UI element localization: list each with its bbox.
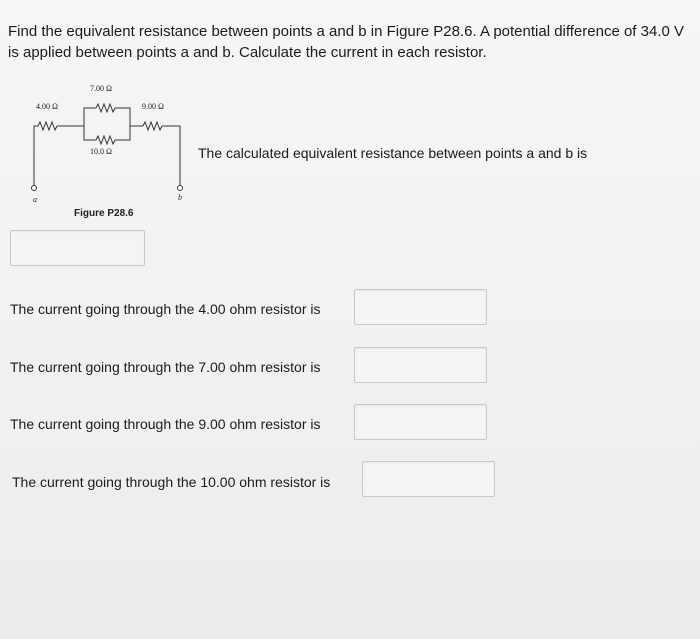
answer-equivalent-resistance-input[interactable] (10, 230, 145, 266)
answer-current-7-ohm-input[interactable] (354, 347, 487, 383)
wire-right (162, 126, 180, 185)
problem-statement: Find the equivalent resistance between points a and b in Figure P28.6. A potential difference of 34.0 V is applied between points a and b. Calculate the current in each resistor. (8, 23, 685, 61)
label-4-ohm: 4.00 Ω (36, 102, 58, 111)
answer-current-4-ohm-input[interactable] (354, 289, 487, 325)
label-point-b: b (178, 193, 182, 202)
circuit-diagram (26, 78, 196, 208)
circuit-figure (26, 78, 196, 228)
wire-lower-right (115, 126, 130, 140)
question-current-4-ohm: The current going through the 4.00 ohm resistor is (10, 301, 321, 317)
resistor-9-ohm (143, 122, 162, 130)
wire-upper-left (84, 108, 96, 126)
question-current-10-ohm: The current going through the 10.00 ohm resistor is (12, 474, 331, 490)
resistor-4-ohm (38, 122, 57, 130)
terminal-b (178, 186, 183, 191)
wire-lower-left (84, 126, 96, 140)
resistor-10-ohm (96, 136, 115, 144)
question-current-9-ohm: The current going through the 9.00 ohm resistor is (10, 416, 321, 432)
answer-current-10-ohm-input[interactable] (362, 461, 495, 497)
wire-upper-right (115, 108, 130, 126)
resistor-7-ohm (96, 104, 115, 112)
answer-current-9-ohm-input[interactable] (354, 404, 487, 440)
wire-left (34, 126, 38, 185)
figure-caption: Figure P28.6 (74, 208, 134, 219)
question-equivalent-resistance: The calculated equivalent resistance between points a and b is (198, 145, 588, 161)
label-7-ohm: 7.00 Ω (90, 84, 112, 93)
question-current-7-ohm: The current going through the 7.00 ohm resistor is (10, 359, 321, 375)
label-10-ohm: 10.0 Ω (90, 147, 112, 156)
terminal-a (32, 186, 37, 191)
label-point-a: a (33, 195, 37, 204)
label-9-ohm: 9.00 Ω (142, 102, 164, 111)
